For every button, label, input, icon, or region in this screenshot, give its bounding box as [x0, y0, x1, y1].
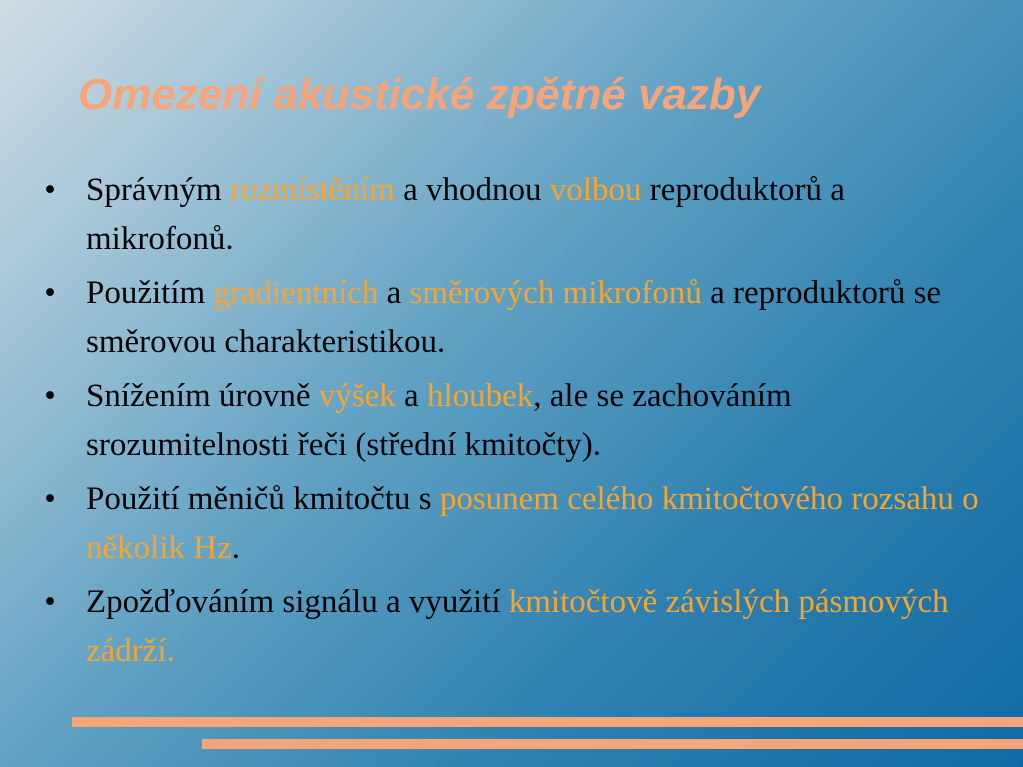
decorative-line-lower — [202, 739, 1023, 749]
bullet-icon: • — [44, 378, 56, 414]
bullet-icon: • — [44, 275, 56, 311]
bullet-text: a reproduktorů se směrovou charakteristikou. — [86, 275, 942, 360]
bullet-icon: • — [44, 481, 56, 517]
decorative-line-upper — [72, 717, 1023, 727]
bullet-icon: • — [44, 172, 56, 208]
bullet-text: , ale se zachováním srozumitelnosti řeči (střední kmitočty). — [86, 378, 792, 463]
highlighted-term: volbou — [549, 172, 642, 208]
highlighted-term: směrových mikrofonů — [409, 275, 702, 311]
bullet-item — [40, 475, 990, 573]
bullet-list — [40, 166, 990, 681]
bullet-text: a — [395, 378, 427, 414]
bullet-text: Použití měničů kmitočtu s — [86, 481, 440, 517]
highlighted-term: rozmístěním — [229, 172, 395, 208]
bullet-text: Zpožďováním signálu a využití — [86, 584, 509, 620]
bullet-text: . — [231, 530, 240, 566]
bullet-text: Použitím — [86, 275, 214, 311]
slide-title: Omezení akustické zpětné vazby — [78, 70, 761, 119]
highlighted-term: výšek — [318, 378, 396, 414]
bullet-text: reproduktorů a mikrofonů. — [86, 172, 845, 257]
bullet-text: a vhodnou — [394, 172, 550, 208]
bullet-item — [40, 578, 990, 676]
bullet-text: Správným — [86, 172, 230, 208]
bullet-text: a — [378, 275, 410, 311]
bullet-item — [40, 166, 990, 264]
bullet-item — [40, 269, 990, 367]
highlighted-term: posunem celého kmitočtového rozsahu o několik Hz — [86, 481, 979, 566]
highlighted-term: gradientních — [213, 275, 379, 311]
highlighted-term: hloubek — [426, 378, 534, 414]
highlighted-term: kmitočtově závislých pásmových zádrží. — [86, 584, 949, 669]
bullet-text: Snížením úrovně — [86, 378, 319, 414]
bullet-icon: • — [44, 584, 56, 620]
bullet-item — [40, 372, 990, 470]
